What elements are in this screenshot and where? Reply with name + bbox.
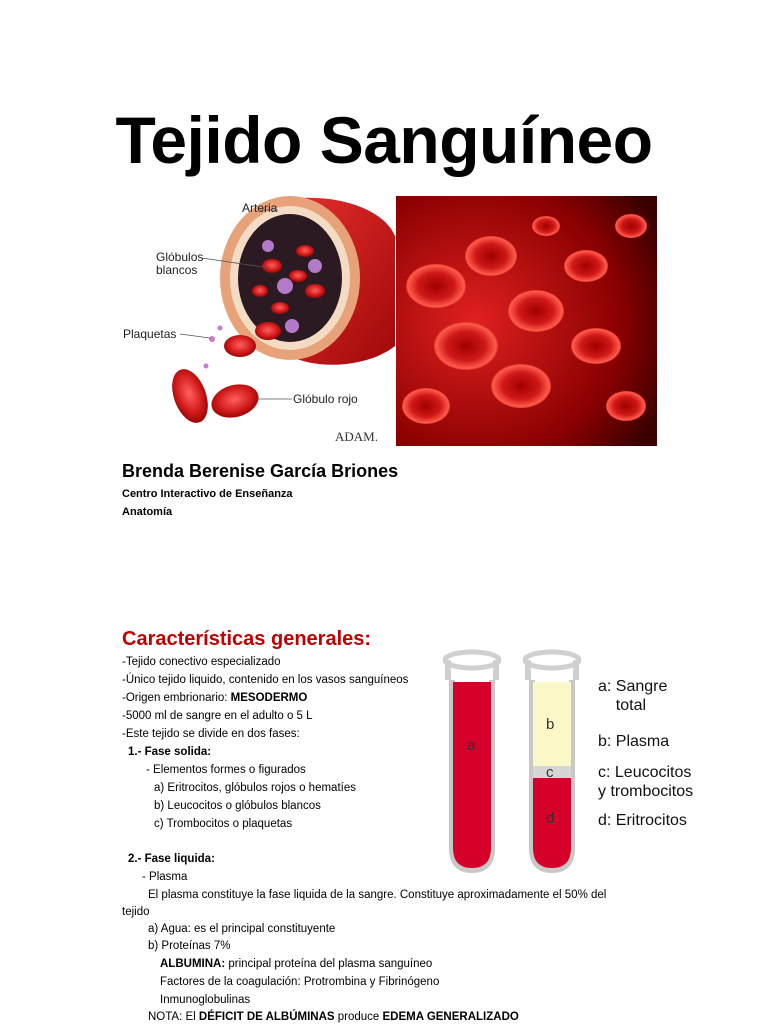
red-blood-cells-image [396, 196, 657, 446]
characteristics-line [142, 870, 187, 885]
legend-b: b: Plasma [598, 733, 670, 750]
tube-a-blood [453, 682, 491, 868]
characteristics-line [122, 727, 300, 742]
tubes-drawing [436, 648, 716, 873]
blood-tubes-diagram [436, 648, 716, 873]
adam-credit: ADAM. [335, 429, 378, 444]
characteristics-line [128, 852, 215, 867]
characteristics-line [122, 905, 150, 920]
line-text: El plasma constituye la fase liquida de la sangre. Constituye aproximadamente el 50% del [148, 889, 607, 901]
label-globulo-rojo: Glóbulo rojo [293, 392, 358, 406]
characteristics-line [148, 888, 606, 903]
legend-d: d: Eritrocitos [598, 812, 687, 829]
line-text: DÉFICIT DE ALBÚMINAS [198, 1011, 335, 1023]
page-title: Tejido Sanguíneo [115, 103, 653, 177]
section-title: Características generales: [122, 628, 372, 650]
line-text: b) Proteínas 7% [148, 940, 231, 952]
author-name: Brenda Berenise García Briones [122, 461, 399, 481]
line-text: b) Leucocitos o glóbulos blancos [154, 800, 321, 812]
characteristics-line [160, 957, 432, 972]
characteristics-line [148, 939, 230, 954]
subject: Anatomía [122, 506, 173, 518]
artery-drawing [120, 196, 396, 446]
characteristics-line [154, 817, 292, 832]
characteristics-line [148, 1010, 519, 1025]
tube-a [445, 652, 499, 870]
characteristics-line [148, 922, 335, 937]
line-text: -Tejido conectivo especializado [122, 656, 281, 668]
characteristics-line [154, 781, 356, 796]
tube-letter-c: c [546, 764, 554, 781]
legend-c: c: Leucocitos y trombocitos [598, 764, 694, 800]
line-text: 1.- Fase solida: [128, 746, 212, 758]
tube-letter-b: b [546, 716, 555, 733]
tube-letter-a: a [467, 737, 476, 754]
line-text: MESODERMO [230, 692, 308, 704]
characteristics-line [154, 799, 321, 814]
legend-a: a: Sangre total [598, 678, 668, 714]
line-text: -Único tejido liquido, contenido en los vasos sanguíneos [122, 674, 409, 686]
tube-letter-d: d [546, 810, 555, 827]
line-text: 2.- Fase liquida: [128, 853, 215, 865]
characteristics-line [160, 993, 250, 1008]
characteristics-line [122, 655, 281, 670]
line-text: tejido [122, 906, 150, 918]
line-text: produce [334, 1011, 383, 1023]
characteristics-line [122, 691, 307, 706]
label-globulos-blancos: Glóbulos blancos [156, 250, 204, 277]
line-text: principal proteína del plasma sanguíneo [225, 958, 433, 970]
line-text: -Origen embrionario: [122, 692, 231, 704]
red-blood-cells-drawing [396, 196, 657, 446]
line-text: a) Eritrocitos, glóbulos rojos o hematíes [154, 782, 356, 794]
line-text: -5000 ml de sangre en el adulto o 5 L [122, 710, 313, 722]
red-cell [224, 335, 256, 357]
characteristics-line [160, 975, 439, 990]
characteristics-line [122, 709, 313, 724]
line-text: - Plasma [142, 871, 188, 883]
characteristics-line [122, 673, 408, 688]
label-arteria: Arteria [242, 201, 278, 215]
line-text: Factores de la coagulación: Protrombina y Fibrinógeno [160, 976, 440, 988]
line-text: ALBUMINA: [160, 958, 226, 970]
artery-illustration [120, 196, 396, 446]
institution: Centro Interactivo de Enseñanza [122, 488, 293, 500]
line-text: EDEMA GENERALIZADO [382, 1011, 519, 1023]
line-text: c) Trombocitos o plaquetas [154, 818, 293, 830]
label-plaquetas: Plaquetas [123, 327, 177, 341]
characteristics-line [146, 763, 306, 778]
line-text: Inmunoglobulinas [160, 994, 251, 1006]
line-text: NOTA: El [148, 1011, 199, 1023]
line-text: -Este tejido se divide en dos fases: [122, 728, 300, 740]
characteristics-line [128, 745, 211, 760]
line-text: - Elementos formes o figurados [146, 764, 306, 776]
tube-b [525, 652, 579, 870]
line-text: a) Agua: es el principal constituyente [148, 923, 336, 935]
